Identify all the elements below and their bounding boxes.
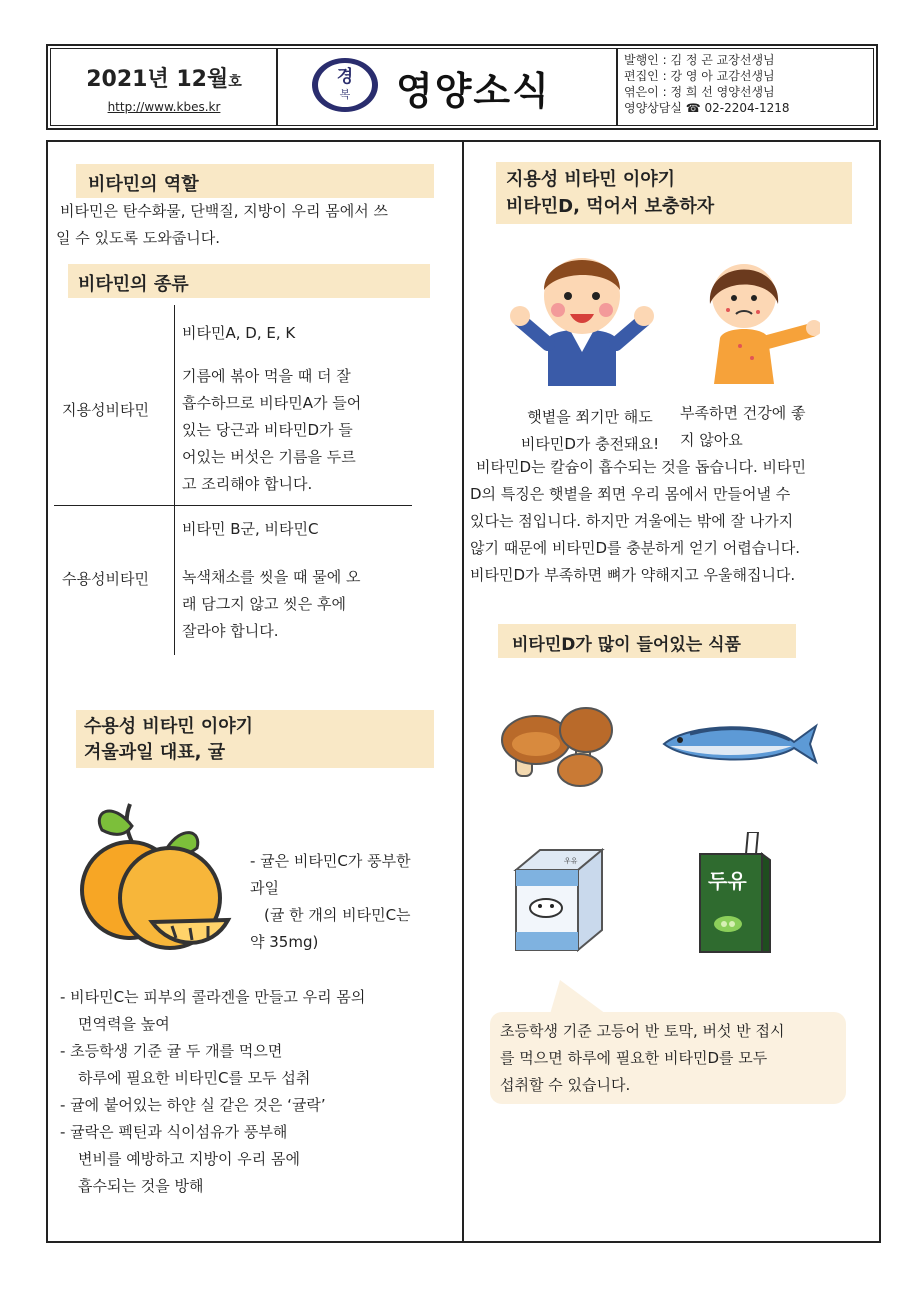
orange-bullets (60, 984, 460, 1200)
header-divider (616, 48, 618, 126)
mackerel-illustration (660, 720, 820, 766)
milk-carton-illustration (506, 846, 610, 954)
section-title-line: 겨울과일 대표, 귤 (84, 742, 226, 763)
issue-date: 2021년 12월호 (86, 67, 242, 92)
soymilk-illustration (696, 832, 776, 956)
table-cell-line: 래 담그지 않고 씻은 후에 (182, 595, 346, 613)
bubble-line: 섭취할 수 있습니다. (500, 1076, 631, 1094)
section-title-line: 비타민D, 먹어서 보충하자 (506, 196, 715, 217)
table-row-label: 지용성비타민 (62, 401, 149, 419)
body-line: 있다는 점입니다. 하지만 겨울에는 밖에 잘 나가지 (470, 512, 794, 530)
bubble-text (500, 1018, 846, 1099)
table-divider (54, 505, 412, 506)
girl-caption (680, 400, 860, 454)
table-cell-line: 고 조리해야 합니다. (182, 475, 313, 493)
milk-label: 우유 (564, 857, 578, 865)
logo-text-bottom: 복 (339, 88, 351, 101)
caption-line: 햇볕을 쬐기만 해도 (527, 408, 653, 426)
orange-note-line: (귤 한 개의 비타민C는 (264, 906, 411, 924)
bullet-line: - 비타민C는 피부의 콜라겐을 만들고 우리 몸의 (60, 988, 366, 1006)
mushroom-illustration (496, 700, 616, 794)
role-text-line: 비타민은 탄수화물, 단백질, 지방이 우리 몸에서 쓰 (60, 202, 388, 220)
caption-line: 비타민D가 충전돼요! (520, 435, 660, 453)
vitamin-d-text (470, 454, 878, 589)
section-title-line: 수용성 비타민 이야기 (84, 716, 254, 737)
section-title-foods: 비타민D가 많이 들어있는 식품 (498, 624, 796, 658)
orange-note-line: - 귤은 비타민C가 풍부한 (250, 852, 411, 870)
staff-line: 발행인 : 김 정 곤 교장선생님 (624, 53, 775, 67)
table-cell-head: 비타민A, D, E, K (182, 324, 296, 342)
role-text-line: 일 수 있도록 도와줍니다. (56, 229, 220, 247)
table-cell-line: 있는 당근과 비타민D가 들 (182, 421, 353, 439)
logo-text-top: 경 (336, 67, 354, 87)
table-cell-head: 비타민 B군, 비타민C (182, 520, 319, 538)
school-url-link[interactable]: http://www.kbes.kr (107, 100, 221, 114)
bullet-line: - 초등학생 기준 귤 두 개를 먹으면 (60, 1042, 283, 1060)
body-line: 않기 때문에 비타민D를 충분하게 얻기 어렵습니다. (470, 539, 800, 557)
boy-illustration (508, 240, 656, 386)
caption-line: 부족하면 건강에 좋 (680, 404, 806, 422)
staff-line: 엮은이 : 정 희 선 영양선생님 (624, 85, 775, 99)
body-line: 비타민D는 칼슘이 흡수되는 것을 돕습니다. 비타민 (476, 458, 806, 476)
section-title-line: 지용성 비타민 이야기 (506, 169, 676, 190)
body-line: D의 특징은 햇볕을 쬐면 우리 몸에서 만들어낼 수 (470, 485, 791, 503)
table-cell-body (182, 363, 412, 498)
bullet-line: 변비를 예방하고 지방이 우리 몸에 (78, 1150, 300, 1168)
bubble-line: 를 먹으면 하루에 필요한 비타민D를 모두 (500, 1049, 768, 1067)
staff-line: 영양상담실 ☎ 02-2204-1218 (624, 101, 790, 115)
caption-line: 지 않아요 (680, 431, 743, 449)
newsletter-title: 영양소식 (396, 69, 551, 113)
table-row-label: 수용성비타민 (62, 570, 149, 588)
soymilk-label: 두유 (708, 869, 747, 893)
table-cell-body (182, 564, 412, 645)
table-cell-line: 녹색채소를 씻을 때 물에 오 (182, 568, 361, 586)
section-title-vitamin-d (496, 162, 852, 224)
section-title-orange (76, 710, 434, 768)
orange-note-line: 약 35mg) (250, 933, 319, 951)
boy-caption (500, 404, 680, 458)
speech-bubble-tail (550, 980, 606, 1014)
header-divider (276, 48, 278, 126)
table-cell-line: 흡수하므로 비타민A가 들어 (182, 394, 362, 412)
section-title-kinds: 비타민의 종류 (68, 264, 430, 298)
staff-line: 편집인 : 강 영 아 교감선생님 (624, 69, 775, 83)
body-line: 비타민D가 부족하면 뼈가 약해지고 우울해집니다. (470, 566, 796, 584)
column-divider (462, 140, 464, 1243)
bullet-line: - 귤락은 펙틴과 식이섬유가 풍부해 (60, 1123, 288, 1141)
table-divider (174, 305, 175, 655)
orange-note (250, 848, 455, 956)
table-cell-line: 어있는 버섯은 기름을 두르 (182, 448, 356, 466)
section-title-role: 비타민의 역할 (76, 164, 434, 198)
bullet-line: 흡수되는 것을 방해 (78, 1177, 204, 1195)
tangerine-illustration (72, 790, 242, 960)
orange-note-line: 과일 (250, 879, 279, 897)
staff-info (624, 52, 790, 116)
table-cell-line: 잘라야 합니다. (182, 622, 279, 640)
bullet-line: 면역력을 높여 (78, 1015, 170, 1033)
bullet-line: - 귤에 붙어있는 하얀 실 같은 것은 ‘귤락’ (60, 1096, 326, 1114)
table-cell-line: 기름에 볶아 먹을 때 더 잘 (182, 367, 351, 385)
bubble-line: 초등학생 기준 고등어 반 토막, 버섯 반 접시 (500, 1022, 785, 1040)
bullet-line: 하루에 필요한 비타민C를 모두 섭취 (78, 1069, 311, 1087)
girl-illustration (700, 248, 820, 384)
